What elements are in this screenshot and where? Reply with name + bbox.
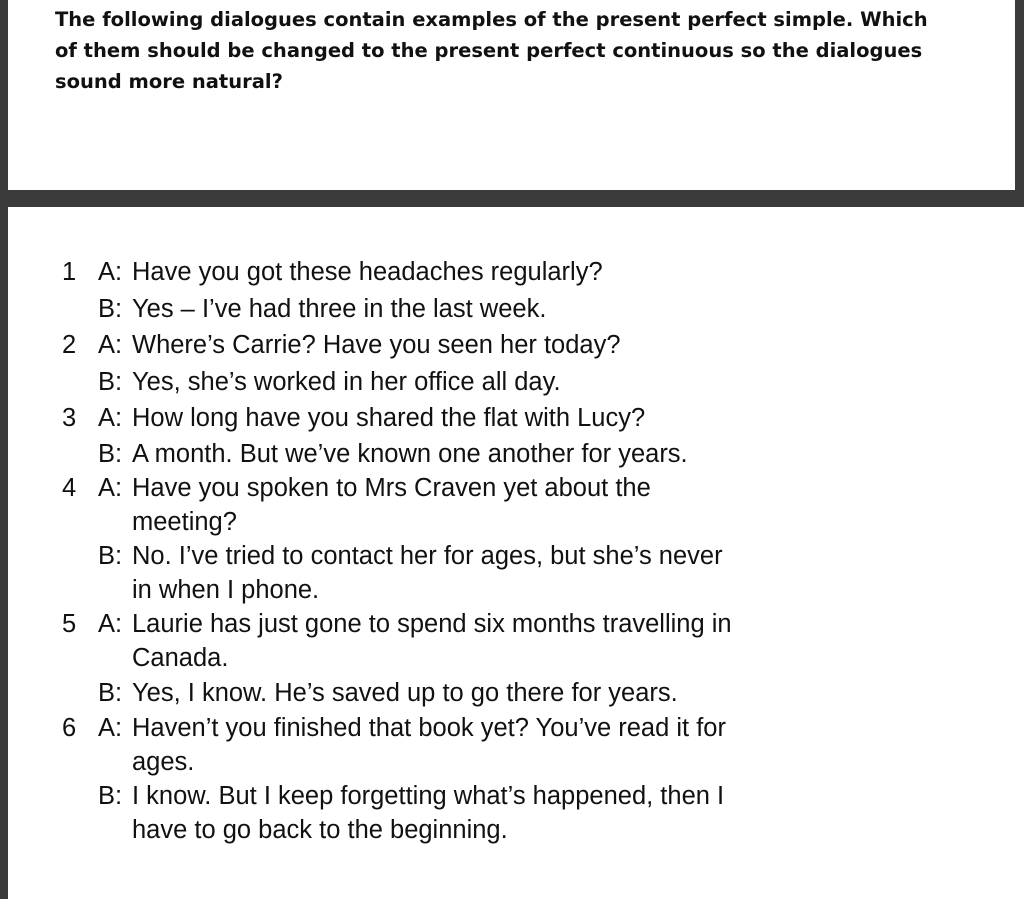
dialogue-line [62,327,742,364]
instruction-panel [8,0,1015,190]
line-text: I know. But I keep forgetting what’s happened, then I have to go back to the beginning. [132,782,725,844]
speaker-label: B: [98,782,123,810]
line-text: Yes, I know. He’s saved up to go there for years. [132,678,678,707]
dialogue-line [62,675,742,712]
speaker-label: A: [98,714,123,742]
dialogue-line [62,539,742,607]
dialogue-item-1 [62,254,742,327]
dialogue-list [62,254,742,847]
speaker-label: B: [98,439,123,468]
instruction-text: The following dialogues contain examples of the present perfect simple. Which of them should be changed to the present perfect continuous so the dialogues sound more natural? [55,8,928,93]
item-number: 5 [62,609,77,638]
line-text: Have you got these headaches regularly? [132,258,603,286]
dialogue-line [62,607,742,675]
line-text: Haven’t you finished that book yet? You’ve read it for ages. [132,714,726,776]
dialogue-item-3 [62,400,742,471]
line-text: Yes – I’ve had three in the last week. [132,294,547,323]
speaker-label: A: [98,609,123,638]
dialogue-line [62,471,742,539]
speaker-label: A: [98,331,123,359]
speaker-label: A: [98,258,123,286]
line-text: Have you spoken to Mrs Craven yet about the meeting? [132,473,651,536]
dialogue-line [62,291,742,328]
line-text: Where’s Carrie? Have you seen her today? [132,331,621,359]
line-text: How long have you shared the flat with Lucy? [132,404,646,432]
speaker-label: A: [98,473,123,502]
dialogue-line [62,437,742,471]
dialogue-line [62,779,742,847]
dialogue-line [62,364,742,401]
line-text: No. I’ve tried to contact her for ages, but she’s never in when I phone. [132,541,723,604]
dialogue-line [62,711,742,779]
line-text: A month. But we’ve known one another for years. [132,439,688,468]
dialogue-item-4 [62,471,742,607]
dialogue-item-5 [62,607,742,712]
item-number: 3 [62,404,77,432]
speaker-label: B: [98,367,123,396]
item-number: 1 [62,258,77,286]
line-text: Laurie has just gone to spend six months travelling in Canada. [132,609,732,672]
speaker-label: B: [98,678,123,707]
speaker-label: B: [98,294,123,323]
dialogue-item-2 [62,327,742,400]
dialogue-line [62,254,742,291]
dialogue-line [62,400,742,437]
dialogue-item-6 [62,711,742,847]
speaker-label: A: [98,404,123,432]
item-number: 4 [62,473,77,502]
speaker-label: B: [98,541,123,570]
item-number: 2 [62,331,77,359]
exercise-panel [8,207,1024,899]
line-text: Yes, she’s worked in her office all day. [132,367,561,396]
item-number: 6 [62,714,77,742]
